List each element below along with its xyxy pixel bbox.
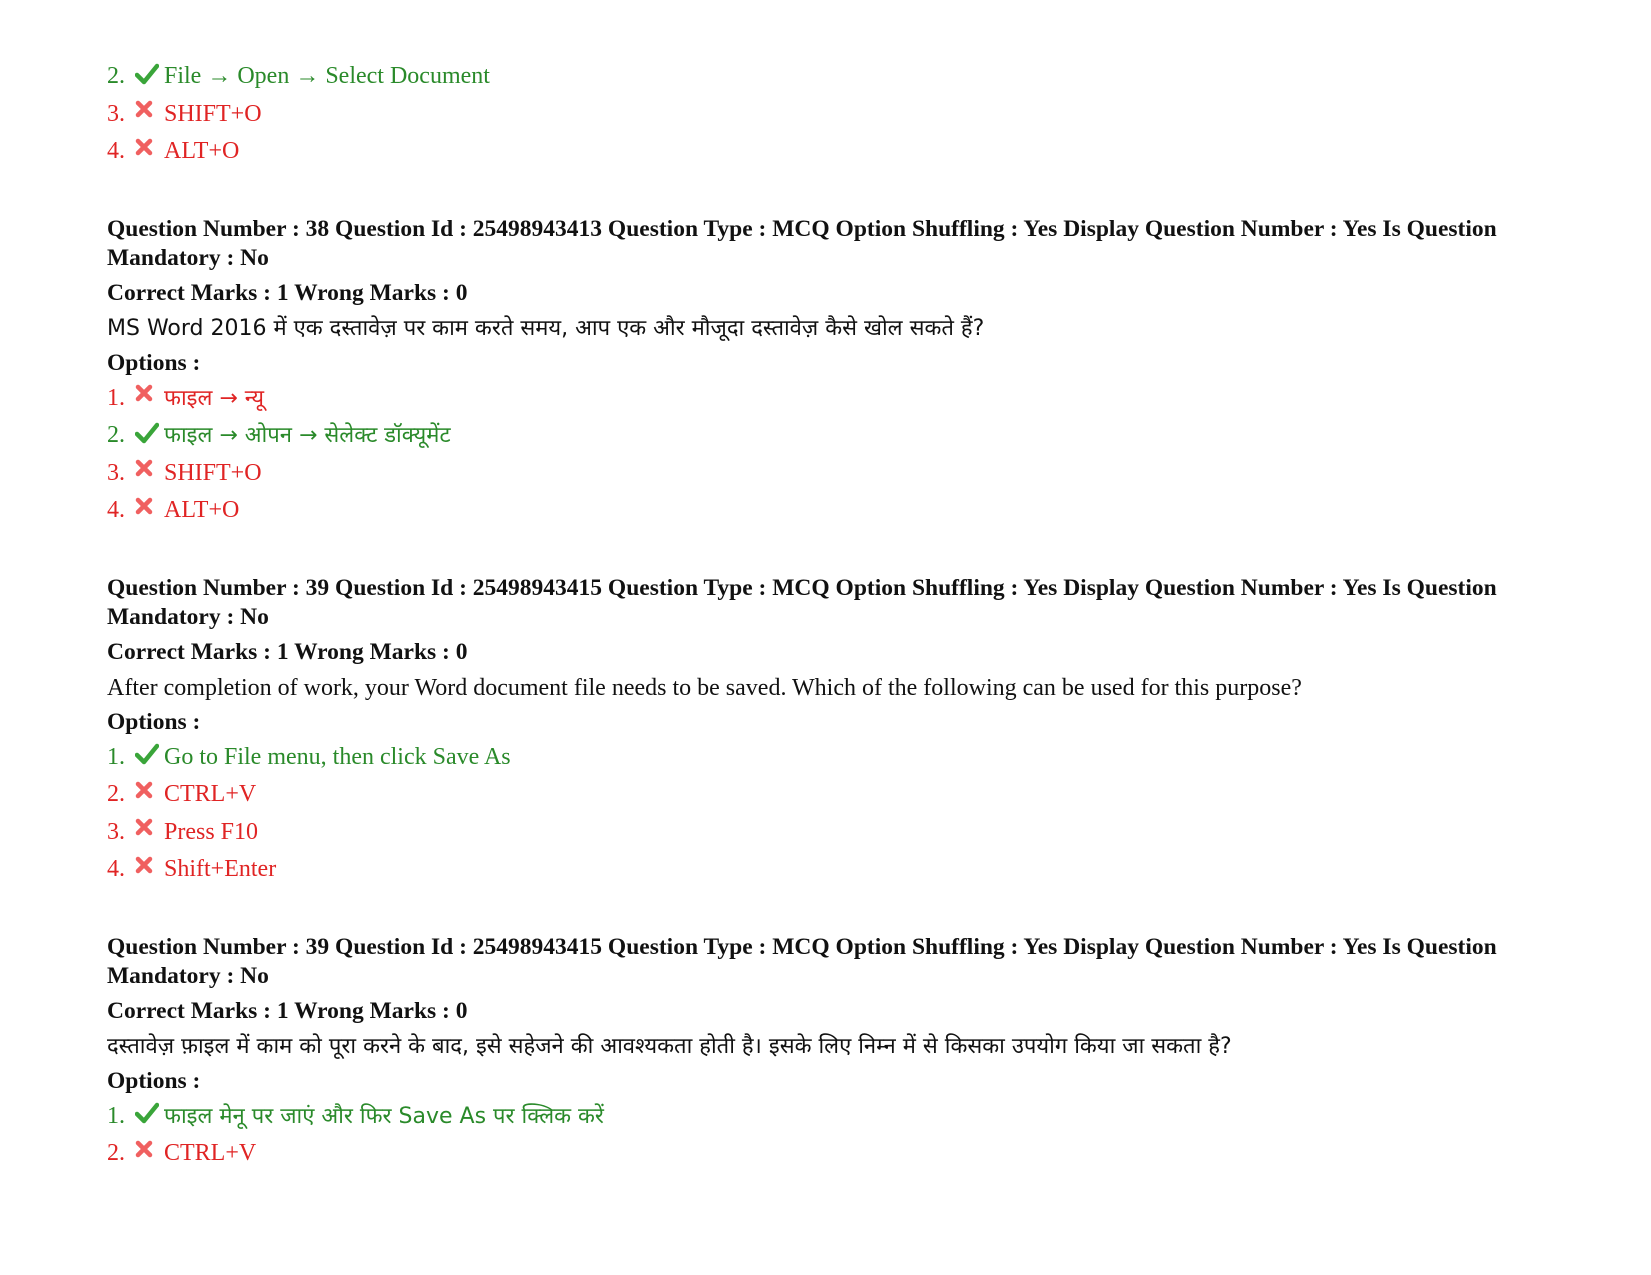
option-text: Press F10: [164, 818, 259, 845]
document-page: [107, 58, 1547, 1173]
option-text: Shift+Enter: [164, 856, 277, 882]
question-text: After completion of work, your Word document file needs to be saved. Which of the following can be used for this purpose?: [107, 674, 1302, 701]
check-icon: [135, 65, 164, 89]
option-number: 3.: [107, 100, 125, 127]
option-item: [107, 417, 1547, 455]
check-icon: [135, 1104, 164, 1128]
option-number: 2.: [107, 781, 125, 807]
question-meta: Question Number : 38 Question Id : 25498943413 Question Type : MCQ Option Shuffling : Yes Display Question Number : Yes Is Question Mandatory : No: [107, 215, 1497, 271]
option-item: [107, 851, 1547, 889]
option-number: 1.: [107, 743, 125, 770]
option-number: 2.: [107, 63, 125, 89]
top-options-list: [107, 58, 1547, 171]
option-number: 1.: [107, 1102, 125, 1129]
option-text: फाइल मेनू पर जाएं और फिर Save As पर क्लिक करें: [164, 1103, 604, 1129]
option-item: [107, 492, 1547, 530]
option-text: ALT+O: [164, 138, 240, 164]
cross-icon: [135, 386, 164, 410]
option-item: [107, 739, 1547, 777]
option-number: 4.: [107, 138, 125, 164]
option-item: [107, 58, 1547, 96]
question-marks: Correct Marks : 1 Wrong Marks : 0: [107, 638, 468, 665]
question-meta: Question Number : 39 Question Id : 25498943415 Question Type : MCQ Option Shuffling : Yes Display Question Number : Yes Is Question Mandatory : No: [107, 933, 1497, 989]
question-block: [107, 574, 1547, 889]
option-number: 2.: [107, 1140, 125, 1166]
option-number: 3.: [107, 459, 125, 486]
option-number: 2.: [107, 422, 125, 448]
option-item: [107, 776, 1547, 814]
option-text: CTRL+V: [164, 1140, 257, 1166]
option-item: [107, 96, 1547, 134]
option-text: फाइल → न्यू: [164, 385, 265, 411]
question-text: दस्तावेज़ फ़ाइल में काम को पूरा करने के बाद, इसे सहेजने की आवश्यकता होती है। इसके लिए निम्न में से किसका उपयोग किया जा सकता है?: [107, 1033, 1232, 1059]
option-item: [107, 133, 1547, 171]
option-number: 4.: [107, 497, 125, 523]
option-item: [107, 1098, 1547, 1136]
question-marks: Correct Marks : 1 Wrong Marks : 0: [107, 279, 468, 306]
question-meta: Question Number : 39 Question Id : 25498943415 Question Type : MCQ Option Shuffling : Yes Display Question Number : Yes Is Question Mandatory : No: [107, 574, 1497, 630]
option-text: ALT+O: [164, 497, 240, 523]
option-number: 1.: [107, 384, 125, 411]
cross-icon: [135, 820, 164, 844]
option-number: 4.: [107, 856, 125, 882]
option-text: CTRL+V: [164, 781, 257, 807]
cross-icon: [135, 499, 164, 523]
cross-icon: [135, 102, 164, 126]
option-text: File → Open → Select Document: [164, 63, 490, 89]
question-text: MS Word 2016 में एक दस्तावेज़ पर काम करते समय, आप एक और मौजूदा दस्तावेज़ कैसे खोल सकते हैं?: [107, 315, 985, 341]
option-text: SHIFT+O: [164, 459, 262, 486]
options-label: Options :: [107, 1067, 201, 1094]
check-icon: [135, 745, 164, 769]
cross-icon: [135, 140, 164, 164]
question-block: [107, 933, 1547, 1173]
option-text: SHIFT+O: [164, 100, 262, 127]
option-item: [107, 455, 1547, 493]
question-block: [107, 215, 1547, 530]
options-label: Options :: [107, 708, 201, 735]
option-item: [107, 380, 1547, 418]
cross-icon: [135, 858, 164, 882]
option-text: Go to File menu, then click Save As: [164, 743, 511, 770]
cross-icon: [135, 783, 164, 807]
cross-icon: [135, 1142, 164, 1166]
options-label: Options :: [107, 349, 201, 376]
option-item: [107, 1135, 1547, 1173]
cross-icon: [135, 461, 164, 485]
check-icon: [135, 424, 164, 448]
option-number: 3.: [107, 818, 125, 845]
question-marks: Correct Marks : 1 Wrong Marks : 0: [107, 997, 468, 1024]
option-item: [107, 814, 1547, 852]
option-text: फाइल → ओपन → सेलेक्ट डॉक्यूमेंट: [164, 423, 451, 448]
